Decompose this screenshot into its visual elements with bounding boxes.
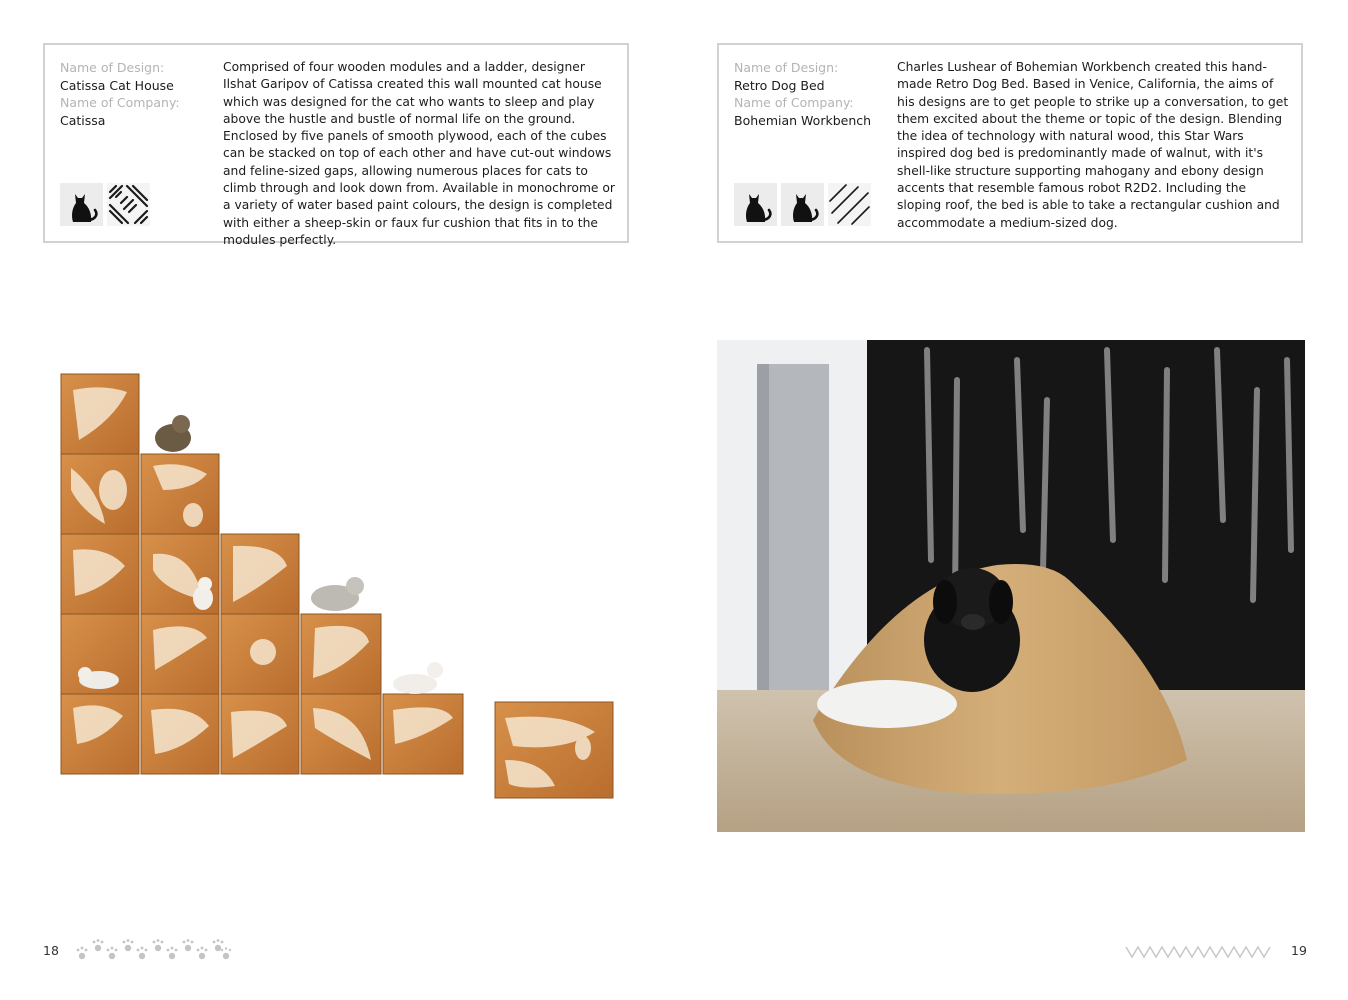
design-info-card-catissa bbox=[43, 43, 629, 247]
page-number-right: 19 bbox=[1291, 943, 1307, 958]
pet-icons bbox=[60, 183, 150, 226]
name-of-design-value: Retro Dog Bed bbox=[734, 77, 825, 93]
design-meta bbox=[60, 59, 210, 129]
name-of-company-label: Name of Company: bbox=[734, 95, 854, 110]
pet-icons bbox=[734, 183, 871, 226]
name-of-company-value: Catissa bbox=[60, 112, 106, 128]
paw-prints-decoration-icon bbox=[74, 938, 234, 968]
zigzag-decoration-icon bbox=[1124, 941, 1274, 965]
catissa-cat-house-photo bbox=[43, 340, 629, 832]
dog bbox=[924, 568, 1020, 692]
retro-dog-bed-photo bbox=[717, 340, 1305, 832]
cat-icon bbox=[781, 183, 824, 226]
cat-icon bbox=[734, 183, 777, 226]
woven-pattern-icon bbox=[107, 183, 150, 226]
design-info-card-retro-dog-bed bbox=[717, 43, 1303, 243]
cat-icon bbox=[60, 183, 103, 226]
name-of-company-label: Name of Company: bbox=[60, 95, 180, 110]
page-number-left: 18 bbox=[43, 943, 59, 958]
design-meta bbox=[734, 59, 884, 129]
name-of-company-value: Bohemian Workbench bbox=[734, 112, 872, 128]
design-description: Charles Lushear of Bohemian Workbench created this hand-made Retro Dog Bed. Based in Venice, California, the aims of his designs are to get people to strike up a conversation, to get them excited about the theme or topic of the design. Blending the idea of technology with natural wood, this Star Wars inspired dog bed is predominantly made of walnut, with it's shell-like structure supporting mahogany and ebony design accents that resemble famous robot R2D2. Including the sloping roof, the bed is able to take a rectangular cushion and accommodate a medium-sized dog. bbox=[897, 60, 1289, 230]
name-of-design-value: Catissa Cat House bbox=[60, 77, 174, 93]
diagonal-lines-icon bbox=[828, 183, 871, 226]
name-of-design-label: Name of Design: bbox=[60, 60, 165, 75]
name-of-design-label: Name of Design: bbox=[734, 60, 839, 75]
design-description: Comprised of four wooden modules and a ladder, designer Ilshat Garipov of Catissa created this wall mounted cat house which was designed for the cat who wants to sleep and play above the hustle and bustle of normal life on the ground. Enclosed by five panels of smooth plywood, each of the cubes can be stacked on top of each other and have cut-out windows and feline-sized gaps, allowing numerous places for cats to climb through and look down from. Available in monochrome or a variety of water based paint colours, the design is completed with either a sheep-skin or faux fur cushion that fits in to the modules perfectly. bbox=[223, 60, 615, 247]
